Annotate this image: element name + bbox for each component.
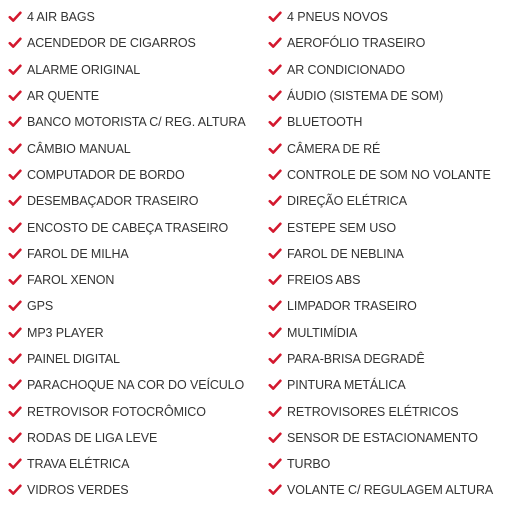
feature-item-sensor-de-estacionamento xyxy=(268,425,512,451)
feature-item-farol-xenon xyxy=(8,267,260,293)
feature-item-ar-quente xyxy=(8,83,260,109)
check-icon xyxy=(8,458,22,470)
check-icon xyxy=(268,222,282,234)
feature-label: GPS xyxy=(27,299,54,314)
feature-label: MP3 PLAYER xyxy=(27,325,104,340)
check-icon xyxy=(8,116,22,128)
feature-label: COMPUTADOR DE BORDO xyxy=(27,167,185,182)
feature-label: RETROVISORES ELÉTRICOS xyxy=(287,404,459,419)
check-icon xyxy=(8,11,22,23)
feature-item-4-air-bags xyxy=(8,4,260,30)
check-icon xyxy=(268,248,282,260)
feature-item-ar-condicionado xyxy=(268,57,512,83)
check-icon xyxy=(268,169,282,181)
feature-item-mp3-player xyxy=(8,320,260,346)
feature-item-desembacador-traseiro xyxy=(8,188,260,214)
feature-item-banco-motorista-c-reg-altura xyxy=(8,109,260,135)
check-icon xyxy=(8,327,22,339)
feature-item-audio-sistema-de-som xyxy=(268,83,512,109)
feature-label: CÂMERA DE RÉ xyxy=(287,141,381,156)
feature-item-farol-de-milha xyxy=(8,241,260,267)
check-icon xyxy=(8,222,22,234)
check-icon xyxy=(268,458,282,470)
feature-label: TRAVA ELÉTRICA xyxy=(27,457,130,472)
feature-item-farol-de-neblina xyxy=(268,241,512,267)
feature-item-aerofolio-traseiro xyxy=(268,30,512,56)
check-icon xyxy=(268,379,282,391)
feature-item-bluetooth xyxy=(268,109,512,135)
feature-item-encosto-de-cabeca-traseiro xyxy=(8,214,260,240)
feature-item-para-brisa-degrade xyxy=(268,346,512,372)
feature-label: SENSOR DE ESTACIONAMENTO xyxy=(287,430,478,445)
check-icon xyxy=(268,143,282,155)
feature-label: ESTEPE SEM USO xyxy=(287,220,397,235)
feature-item-vidros-verdes xyxy=(8,477,260,503)
feature-label: CÂMBIO MANUAL xyxy=(27,141,131,156)
check-icon xyxy=(8,248,22,260)
feature-item-gps xyxy=(8,293,260,319)
feature-item-retrovisores-eletricos xyxy=(268,398,512,424)
feature-label: FAROL XENON xyxy=(27,273,115,288)
feature-label: ÁUDIO (SISTEMA DE SOM) xyxy=(287,89,444,104)
feature-label: ENCOSTO DE CABEÇA TRASEIRO xyxy=(27,220,229,235)
check-icon xyxy=(268,195,282,207)
feature-label: PAINEL DIGITAL xyxy=(27,352,120,366)
check-icon xyxy=(268,274,282,286)
feature-item-pintura-metalica xyxy=(268,372,512,398)
feature-item-retrovisor-fotocromico xyxy=(8,398,260,424)
check-icon xyxy=(8,169,22,181)
check-icon xyxy=(8,195,22,207)
feature-item-trava-eletrica xyxy=(8,451,260,477)
feature-label: PARA-BRISA DEGRADÊ xyxy=(287,352,425,366)
feature-item-direcao-eletrica xyxy=(268,188,512,214)
feature-item-painel-digital xyxy=(8,346,260,372)
feature-item-freios-abs xyxy=(268,267,512,293)
feature-label: VOLANTE C/ REGULAGEM ALTURA xyxy=(287,483,494,498)
feature-item-rodas-de-liga-leve xyxy=(8,425,260,451)
feature-item-controle-de-som-no-volante xyxy=(268,162,512,188)
feature-label: AR QUENTE xyxy=(27,89,100,104)
check-icon xyxy=(8,432,22,444)
feature-item-turbo xyxy=(268,451,512,477)
feature-label: FREIOS ABS xyxy=(287,273,361,288)
feature-label: RETROVISOR FOTOCRÔMICO xyxy=(27,404,206,419)
feature-item-4-pneus-novos xyxy=(268,4,512,30)
check-icon xyxy=(8,406,22,418)
check-icon xyxy=(8,143,22,155)
feature-label: AEROFÓLIO TRASEIRO xyxy=(287,36,426,51)
check-icon xyxy=(268,11,282,23)
feature-item-alarme-original xyxy=(8,57,260,83)
check-icon xyxy=(8,484,22,496)
feature-label: BLUETOOTH xyxy=(287,115,363,130)
check-icon xyxy=(268,300,282,312)
check-icon xyxy=(8,90,22,102)
feature-item-volante-c-regulagem-altura xyxy=(268,477,512,503)
check-icon xyxy=(8,37,22,49)
feature-label: MULTIMÍDIA xyxy=(287,325,358,340)
check-icon xyxy=(8,274,22,286)
feature-label: LIMPADOR TRASEIRO xyxy=(287,299,417,314)
check-icon xyxy=(268,37,282,49)
check-icon xyxy=(268,432,282,444)
feature-item-computador-de-bordo xyxy=(8,162,260,188)
feature-item-limpador-traseiro xyxy=(268,293,512,319)
feature-item-estepe-sem-uso xyxy=(268,214,512,240)
feature-item-multimidia xyxy=(268,320,512,346)
feature-item-cambio-manual xyxy=(8,135,260,161)
feature-label: DESEMBAÇADOR TRASEIRO xyxy=(27,194,199,209)
check-icon xyxy=(8,64,22,76)
feature-label: RODAS DE LIGA LEVE xyxy=(27,430,158,445)
check-icon xyxy=(268,484,282,496)
check-icon xyxy=(268,116,282,128)
feature-item-parachoque-na-cor-do-veiculo xyxy=(8,372,260,398)
check-icon xyxy=(268,353,282,365)
feature-label: 4 AIR BAGS xyxy=(27,10,95,25)
feature-item-acendedor-de-cigarros xyxy=(8,30,260,56)
feature-label: PARACHOQUE NA COR DO VEÍCULO xyxy=(27,378,245,393)
feature-label: PINTURA METÁLICA xyxy=(287,378,406,393)
feature-label: ALARME ORIGINAL xyxy=(27,62,141,77)
feature-item-camera-de-re xyxy=(268,135,512,161)
feature-label: DIREÇÃO ELÉTRICA xyxy=(287,194,407,209)
feature-label: FAROL DE MILHA xyxy=(27,246,129,261)
feature-label: CONTROLE DE SOM NO VOLANTE xyxy=(287,167,491,182)
check-icon xyxy=(268,406,282,418)
feature-label: VIDROS VERDES xyxy=(27,483,129,498)
check-icon xyxy=(268,64,282,76)
feature-label: ACENDEDOR DE CIGARROS xyxy=(27,36,196,51)
feature-label: FAROL DE NEBLINA xyxy=(287,246,404,261)
check-icon xyxy=(268,90,282,102)
feature-label: BANCO MOTORISTA C/ REG. ALTURA xyxy=(27,115,246,130)
check-icon xyxy=(8,379,22,391)
check-icon xyxy=(8,353,22,365)
check-icon xyxy=(8,300,22,312)
feature-label: 4 PNEUS NOVOS xyxy=(287,10,388,25)
feature-label: TURBO xyxy=(287,457,331,472)
features-column-right xyxy=(260,0,512,512)
feature-label: AR CONDICIONADO xyxy=(287,62,405,77)
check-icon xyxy=(268,327,282,339)
